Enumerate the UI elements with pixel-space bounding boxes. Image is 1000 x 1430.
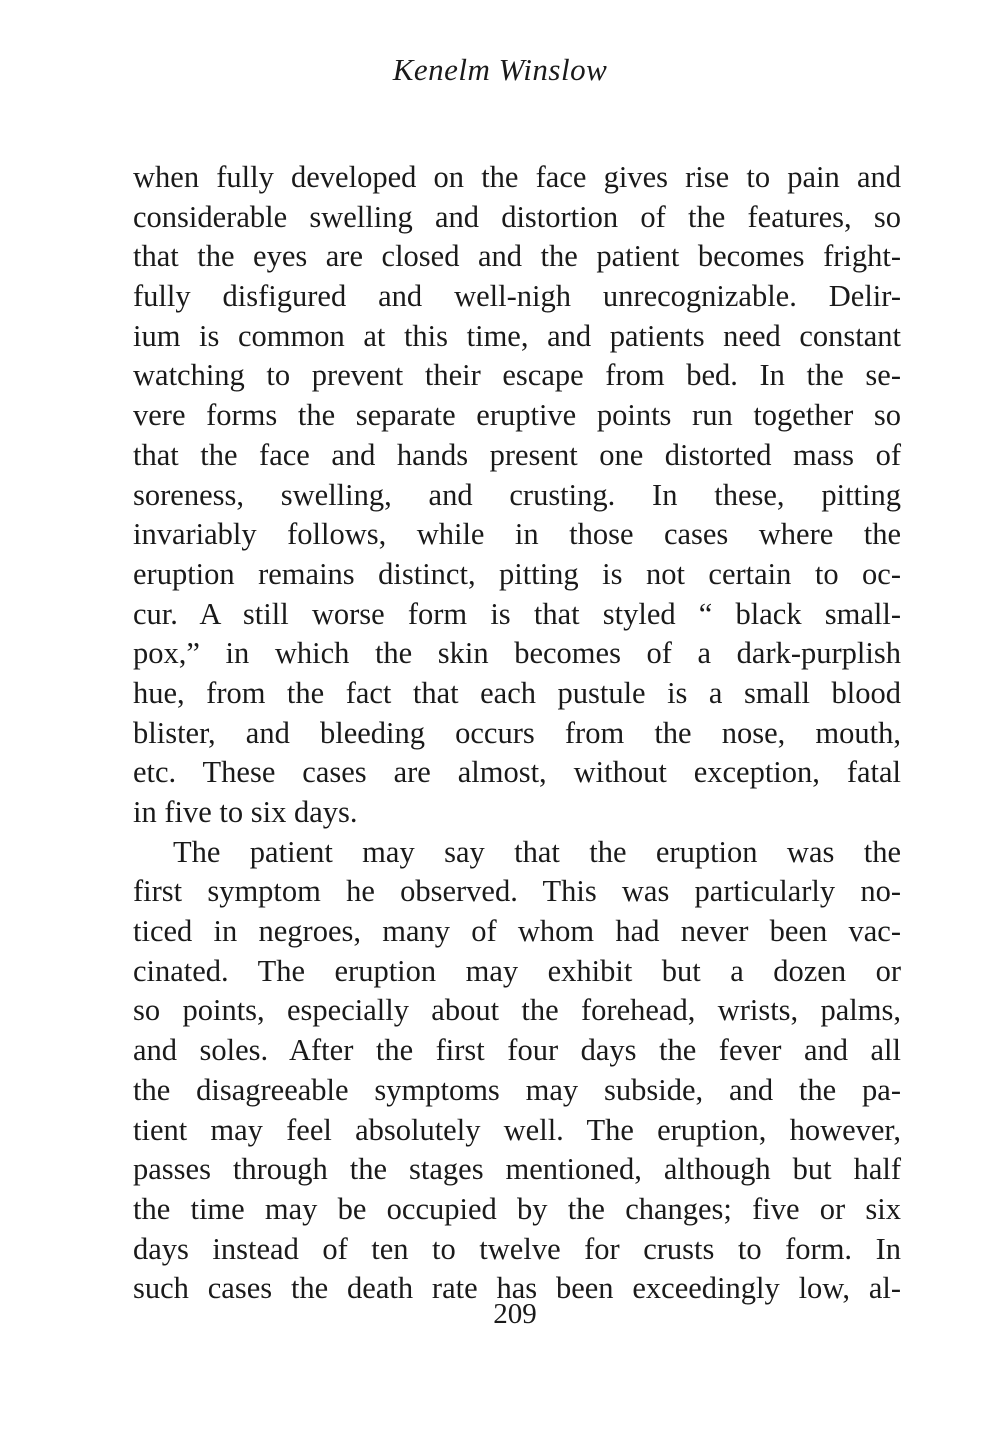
- text-line: days instead of ten to twelve for crusts to form. In: [133, 1231, 901, 1266]
- text-line: such cases the death rate has been exceedingly low, al-: [133, 1271, 901, 1306]
- text-line: cinated. The eruption may exhibit but a dozen or: [133, 953, 901, 988]
- text-line: considerable swelling and distortion of the features, so: [133, 199, 901, 234]
- text-line: pox,” in which the skin becomes of a dark-purplish: [133, 636, 901, 671]
- paragraph: [133, 833, 901, 1309]
- text-line: ium is common at this time, and patients need constant: [133, 318, 901, 353]
- text-line: blister, and bleeding occurs from the nose, mouth,: [133, 715, 901, 750]
- page-number: 209: [493, 1298, 537, 1330]
- text-line: that the face and hands present one distorted mass of: [133, 437, 901, 472]
- text-line: first symptom he observed. This was particularly no-: [133, 874, 901, 909]
- text-line: the disagreeable symptoms may subside, and the pa-: [133, 1072, 901, 1107]
- body-text: [133, 158, 901, 1309]
- text-line: watching to prevent their escape from bed. In the se-: [133, 358, 901, 393]
- text-line: vere forms the separate eruptive points run together so: [133, 398, 901, 433]
- text-line: that the eyes are closed and the patient becomes fright-: [133, 239, 901, 274]
- text-line: hue, from the fact that each pustule is a small blood: [133, 675, 901, 710]
- text-line: etc. These cases are almost, without exception, fatal: [133, 755, 901, 790]
- text-line: eruption remains distinct, pitting is not certain to oc-: [133, 556, 901, 591]
- text-line: fully disfigured and well-nigh unrecognizable. Delir-: [133, 279, 901, 314]
- text-line: The patient may say that the eruption was the: [173, 834, 901, 869]
- text-line: invariably follows, while in those cases where the: [133, 517, 901, 552]
- text-line: cur. A still worse form is that styled “ black small-: [133, 596, 901, 631]
- text-line: tient may feel absolutely well. The eruption, however,: [133, 1112, 901, 1147]
- text-line: the time may be occupied by the changes; five or six: [133, 1191, 901, 1226]
- text-line: in five to six days.: [133, 795, 358, 829]
- text-line: passes through the stages mentioned, although but half: [133, 1152, 901, 1187]
- text-line: soreness, swelling, and crusting. In these, pitting: [133, 477, 901, 512]
- running-head: Kenelm Winslow: [392, 52, 608, 87]
- text-line: so points, especially about the forehead, wrists, palms,: [133, 993, 901, 1028]
- text-line: ticed in negroes, many of whom had never been vac-: [133, 914, 901, 949]
- paragraph: [133, 158, 901, 833]
- text-line: when fully developed on the face gives rise to pain and: [133, 160, 901, 194]
- text-line: and soles. After the first four days the fever and all: [133, 1033, 901, 1068]
